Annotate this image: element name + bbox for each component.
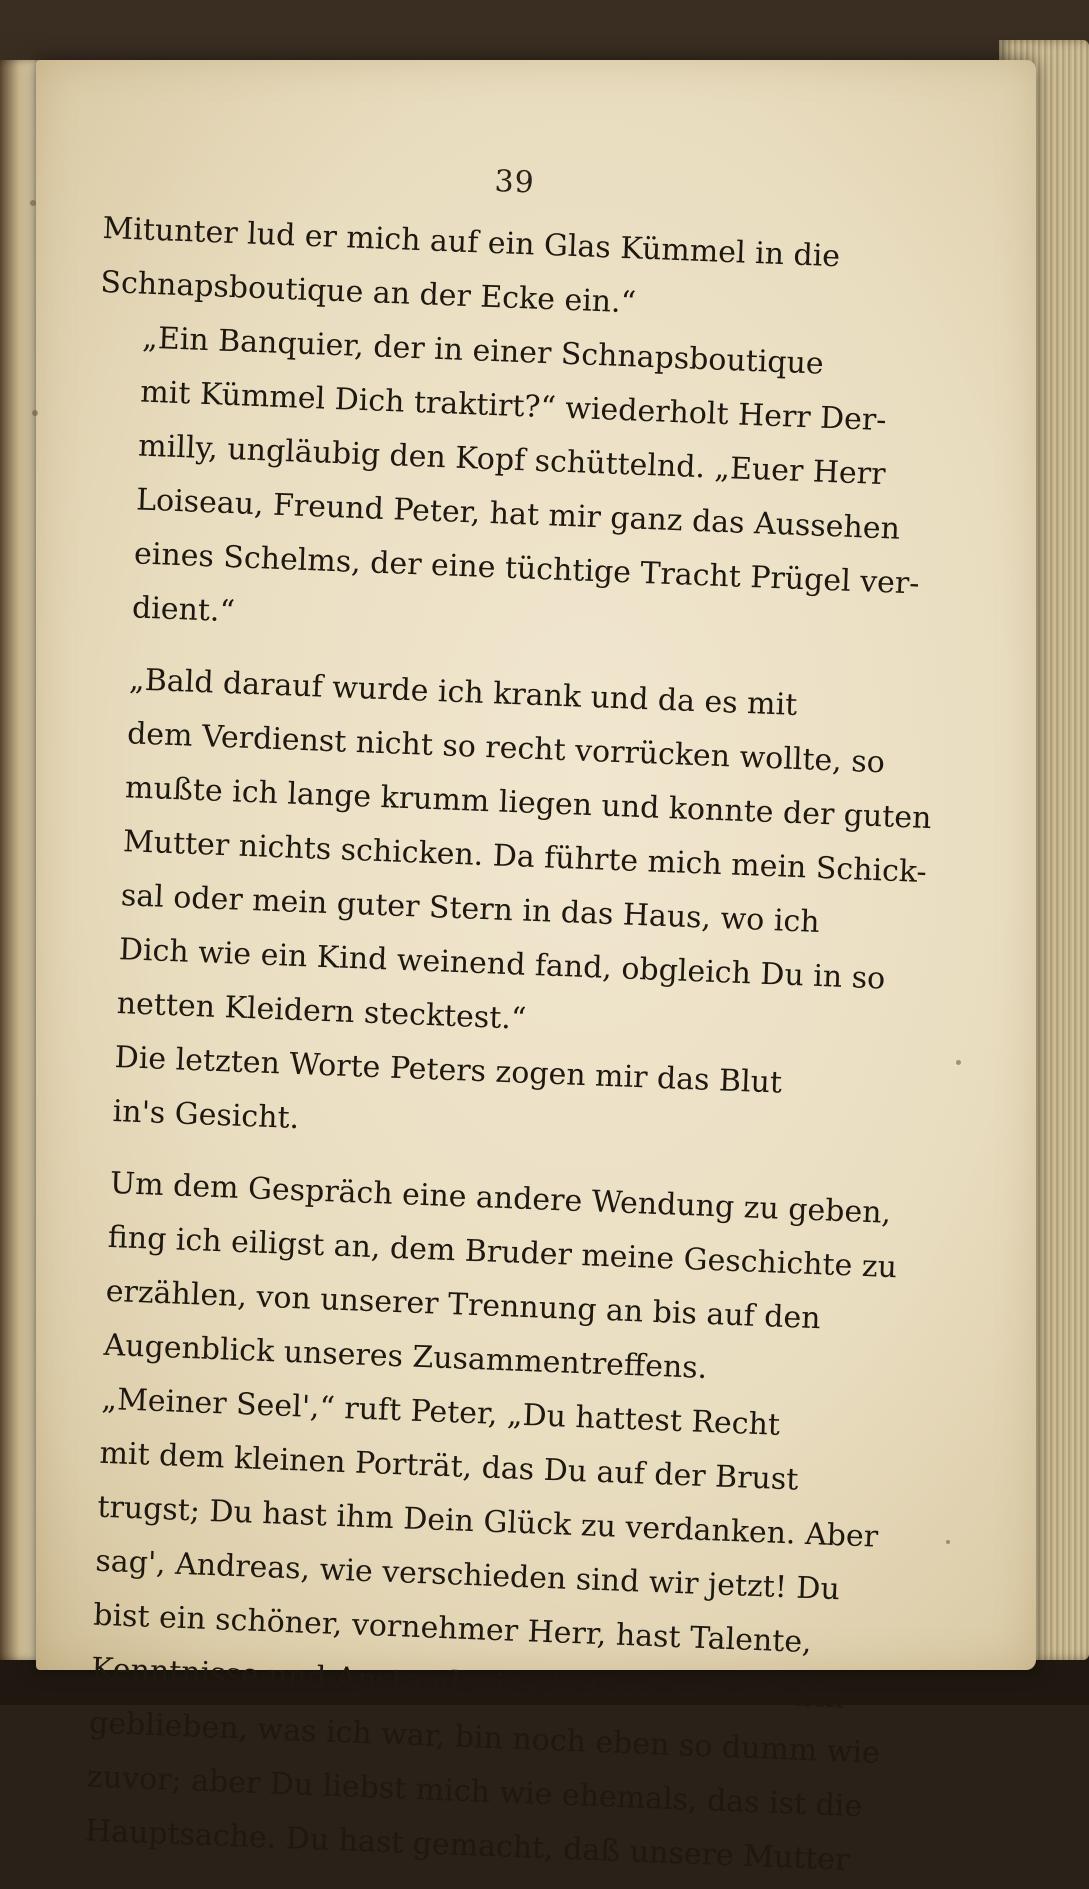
text-line: Mitunter lud er mich auf ein Glas Kümmel in die bbox=[101, 210, 841, 275]
text-line: Loiseau, Freund Peter, hat mir ganz das Aussehen bbox=[135, 482, 901, 547]
text-line: „Meiner Seel',“ ruft Peter, „Du hattest Recht bbox=[100, 1381, 781, 1443]
text-line: sag', Andreas, wie verschieden sind wir jetzt! Du bbox=[94, 1543, 841, 1608]
page-text bbox=[40, 140, 933, 1888]
text-line: Die letzten Worte Peters zogen mir das Blut bbox=[114, 1040, 783, 1101]
text-line: dem Verdienst nicht so recht vorrücken wollte, so bbox=[126, 716, 886, 781]
text-line: Kenntnisse und Anstand wie ein Graf, und ich bin bbox=[90, 1651, 846, 1716]
text-line: milly, ungläubig den Kopf schüttelnd. „Euer Herr bbox=[137, 428, 887, 493]
text-line: netten Kleidern stecktest.“ bbox=[116, 986, 527, 1037]
text-line: zuvor; aber Du liebst mich wie ehemals, das ist die bbox=[86, 1759, 863, 1825]
text-line: „Bald darauf wurde ich krank und da es mit bbox=[128, 662, 798, 723]
paragraph bbox=[40, 1371, 881, 1888]
paragraph bbox=[87, 310, 919, 665]
text-line: eines Schelms, der eine tüchtige Tracht Prügel ver- bbox=[133, 536, 921, 602]
text-line: sal oder mein guter Stern in das Haus, wo ich bbox=[120, 878, 821, 940]
page-number: 39 bbox=[493, 163, 536, 201]
text-line: Mutter nichts schicken. Da führte mich mein Schick- bbox=[122, 824, 928, 891]
text-line: Dich wie ein Kind weinend fand, obgleich Du in so bbox=[118, 932, 886, 997]
text-line: bist ein schöner, vornehmer Herr, hast Talente, bbox=[92, 1597, 813, 1661]
text-line: Augenblick unseres Zusammentreffens. bbox=[103, 1327, 708, 1386]
paragraph bbox=[72, 652, 933, 1061]
text-line: mußte ich lange krumm liegen und konnte der guten bbox=[124, 770, 933, 837]
paragraph bbox=[59, 1155, 898, 1402]
text-line: fing ich eiligst an, dem Bruder meine Geschichte zu bbox=[107, 1219, 898, 1286]
text-line: Hauptsache. Du hast gemacht, daß unsere Mutter bbox=[84, 1813, 851, 1878]
text-line: dient.“ bbox=[131, 590, 236, 630]
paragraph-list bbox=[40, 202, 933, 1888]
text-line: mit Kümmel Dich traktirt?“ wiederholt Herr Der- bbox=[139, 374, 888, 439]
text-line: mit dem kleinen Porträt, das Du auf der Brust bbox=[98, 1435, 799, 1498]
text-line: „Ein Banquier, der in einer Schnapsboutique bbox=[141, 320, 825, 382]
text-line: erzählen, von unserer Trennung an bis auf den bbox=[105, 1273, 822, 1337]
book-page bbox=[36, 60, 1036, 1878]
text-line: Schnapsboutique an der Ecke ein.“ bbox=[99, 264, 637, 321]
text-line: geblieben, was ich war, bin noch eben so dumm wie bbox=[88, 1705, 881, 1771]
text-line: in's Gesicht. bbox=[112, 1093, 300, 1137]
text-line: trugst; Du hast ihm Dein Glück zu verdanken. Aber bbox=[96, 1489, 879, 1555]
text-line: Um dem Gespräch eine andere Wendung zu geben, bbox=[109, 1165, 892, 1231]
